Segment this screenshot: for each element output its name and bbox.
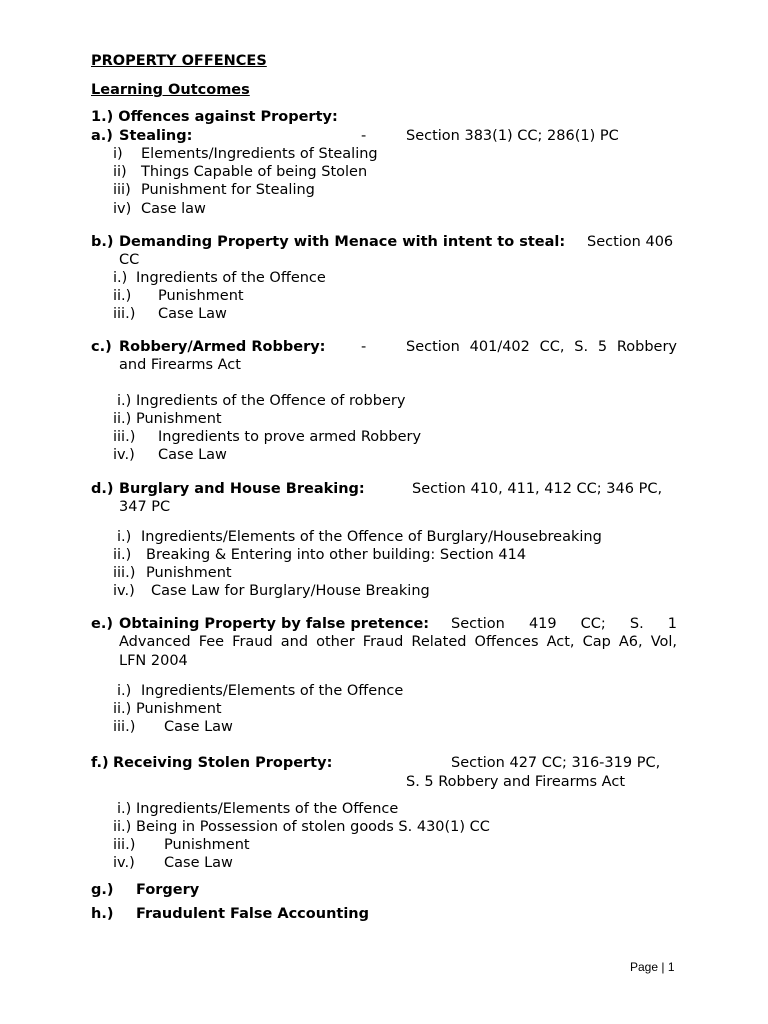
list-item: Punishment <box>136 701 222 717</box>
list-item-number: iii.) <box>113 719 136 735</box>
page-footer <box>630 958 675 976</box>
list-item: Case Law <box>164 855 233 871</box>
list-item: Things Capable of being Stolen <box>141 164 368 180</box>
list-item: Ingredients to prove armed Robbery <box>158 429 422 445</box>
list-item: Being in Possession of stolen goods S. 430(1) CC <box>136 819 490 835</box>
list-item: Breaking & Entering into other building: Section 414 <box>146 547 527 563</box>
list-item-number: i) <box>113 146 123 162</box>
list-item-number: iii) <box>113 182 131 198</box>
item-d-label: d.) <box>91 481 114 497</box>
list-item-number: iv.) <box>113 855 135 871</box>
item-d-reference: Section 410, 411, 412 CC; 346 PC, <box>412 481 663 497</box>
list-item: Case Law <box>164 719 233 735</box>
item-e-reference-continued: Advanced Fee Fraud and other Fraud Related Offences Act, Cap A6, Vol, <box>119 634 677 650</box>
list-item: Ingredients/Elements of the Offence <box>141 683 404 699</box>
item-c-reference: Section 401/402 CC, S. 5 Robbery <box>406 339 677 355</box>
list-item-number: iv.) <box>113 583 135 599</box>
item-g-label: g.) <box>91 882 114 898</box>
item-h-label: h.) <box>91 906 114 922</box>
item-e-reference: Section 419 CC; S. 1 <box>451 616 677 632</box>
learning-outcomes-heading: Learning Outcomes <box>91 82 250 98</box>
list-item-number: iv) <box>113 201 132 217</box>
item-f-reference-continued: S. 5 Robbery and Firearms Act <box>406 774 626 790</box>
item-b-reference: Section 406 <box>587 234 674 250</box>
item-g-heading: Forgery <box>136 882 200 898</box>
list-item: Ingredients/Elements of the Offence <box>136 801 399 817</box>
list-item: Punishment for Stealing <box>141 182 315 198</box>
list-item-number: iii.) <box>113 565 136 581</box>
page-label: Page <box>630 960 659 974</box>
list-item-number: iv.) <box>113 447 135 463</box>
list-item: Punishment <box>136 411 222 427</box>
item-c-label: c.) <box>91 339 112 355</box>
list-item-number: i.) <box>113 270 128 286</box>
list-item: Elements/Ingredients of Stealing <box>141 146 378 162</box>
document-title: PROPERTY OFFENCES <box>91 53 267 69</box>
list-item: Case Law <box>158 306 227 322</box>
item-d-reference-continued: 347 PC <box>119 499 171 515</box>
item-c-dash: - <box>361 339 367 355</box>
item-a-heading: Stealing: <box>119 128 193 144</box>
list-item: Ingredients/Elements of the Offence of Burglary/Housebreaking <box>141 529 602 545</box>
list-item-number: ii.) <box>113 701 132 717</box>
item-b-heading: Demanding Property with Menace with intent to steal: <box>119 234 566 250</box>
list-item-number: iii.) <box>113 306 136 322</box>
item-f-label: f.) <box>91 755 109 771</box>
list-item: Case law <box>141 201 206 217</box>
list-item-number: ii.) <box>113 288 132 304</box>
list-item: Case Law <box>158 447 227 463</box>
item-h-heading: Fraudulent False Accounting <box>136 906 369 922</box>
item-a-label: a.) <box>91 128 113 144</box>
list-item-number: iii.) <box>113 837 136 853</box>
page-separator: | <box>661 960 665 974</box>
item-c-reference-continued: and Firearms Act <box>119 357 241 373</box>
item-b-label: b.) <box>91 234 114 250</box>
list-item-number: ii.) <box>113 411 132 427</box>
list-item: Ingredients of the Offence of robbery <box>136 393 406 409</box>
list-item-number: i.) <box>117 393 132 409</box>
list-item: Punishment <box>164 837 250 853</box>
list-item: Ingredients of the Offence <box>136 270 326 286</box>
list-item: Punishment <box>158 288 244 304</box>
list-item: Punishment <box>146 565 232 581</box>
item-b-reference-continued: CC <box>119 252 140 268</box>
list-item-number: i.) <box>117 683 132 699</box>
item-f-reference: Section 427 CC; 316-319 PC, <box>451 755 661 771</box>
list-item-number: i.) <box>117 801 132 817</box>
item-e-label: e.) <box>91 616 113 632</box>
item-e-reference-end: LFN 2004 <box>119 653 188 669</box>
section-1-heading: 1.) Offences against Property: <box>91 109 338 125</box>
item-e-heading: Obtaining Property by false pretence: <box>119 616 430 632</box>
item-d-heading: Burglary and House Breaking: <box>119 481 365 497</box>
list-item-number: ii.) <box>113 819 132 835</box>
list-item-number: iii.) <box>113 429 136 445</box>
list-item-number: ii) <box>113 164 127 180</box>
item-a-reference: Section 383(1) CC; 286(1) PC <box>406 128 619 144</box>
list-item-number: i.) <box>117 529 132 545</box>
page-number: 1 <box>667 960 675 974</box>
list-item-number: ii.) <box>113 547 132 563</box>
item-a-dash: - <box>361 128 367 144</box>
item-c-heading: Robbery/Armed Robbery: <box>119 339 326 355</box>
list-item: Case Law for Burglary/House Breaking <box>151 583 430 599</box>
item-f-heading: Receiving Stolen Property: <box>113 755 333 771</box>
